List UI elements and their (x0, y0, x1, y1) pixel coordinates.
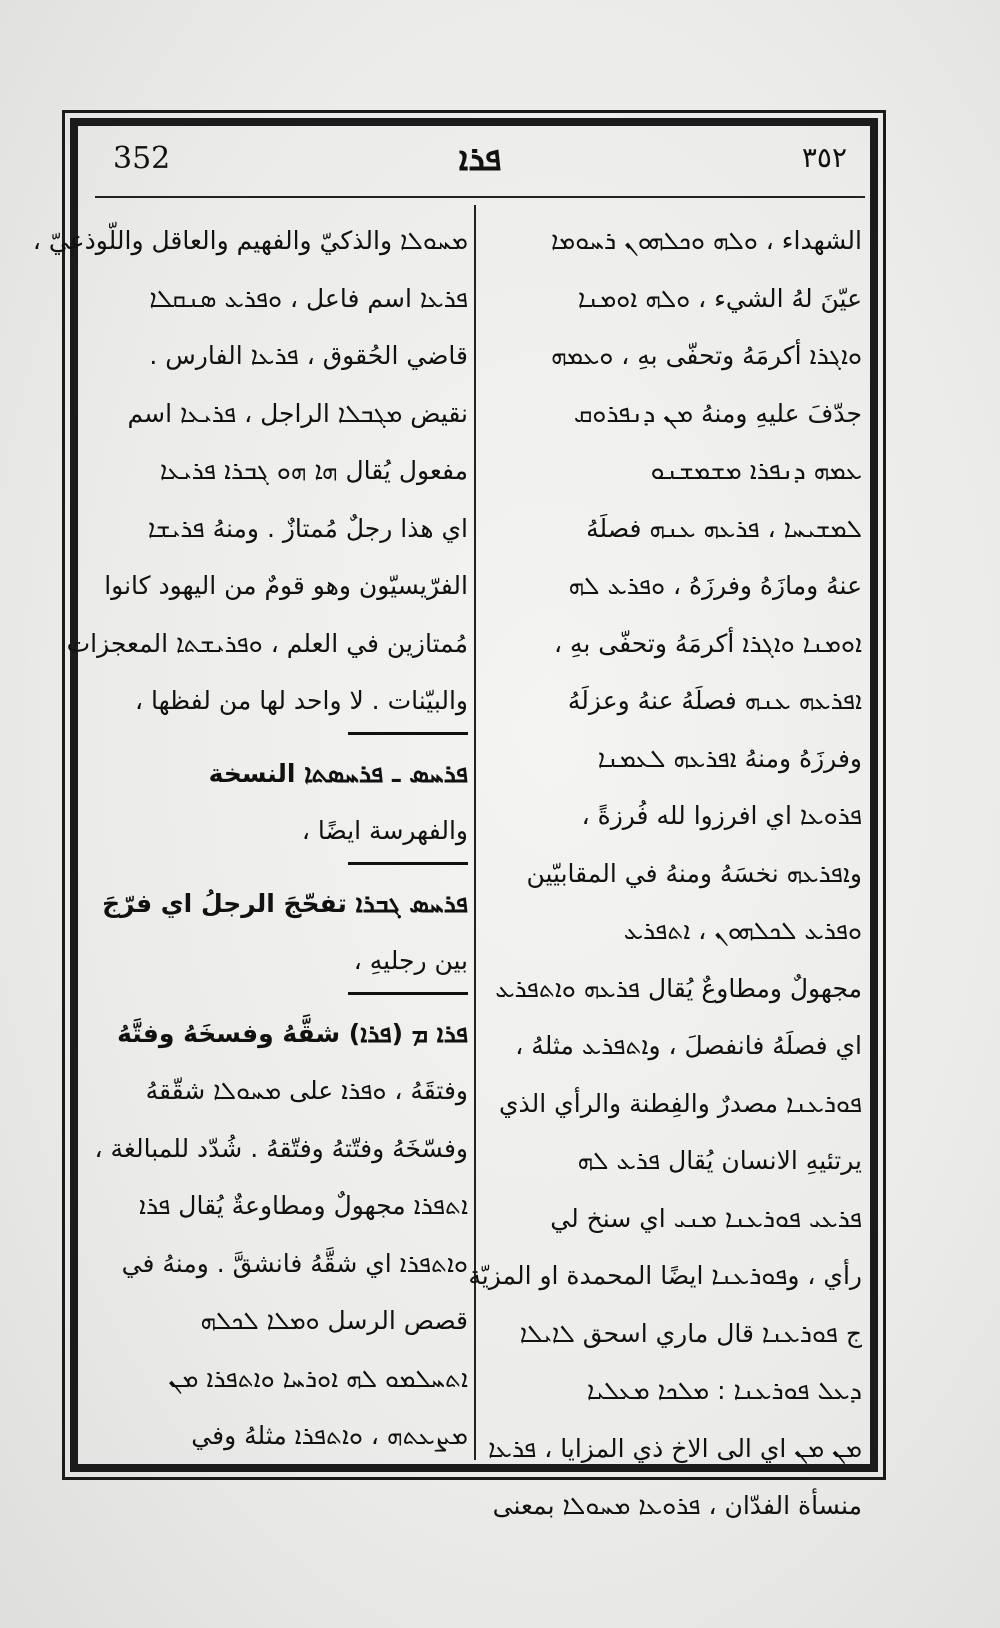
header-rule (95, 196, 865, 198)
text-line: ܡܢ ܡܢ اي الى الاخ ذي المزايا ، ܦܪܥܐ (488, 1433, 862, 1463)
entry-headword-line: ܦܪܐ ܡ (ܦܪܐ) شقَّهُ وفسخَهُ وفتَّهُ (117, 1018, 468, 1048)
text-line: والبيّنات . لا واحد لها من لفظها ، (134, 686, 468, 715)
page-header (95, 135, 865, 191)
text-line: عنهُ ومازَهُ وفرزَهُ ، ܘܦܪܥ ܠܗ (568, 571, 862, 600)
entry-divider (348, 732, 468, 735)
text-line: ܦܪܘܥܐ اي افرزوا لله فُرزةً ، (581, 801, 862, 830)
text-line: الشهداء ، ܘܠܗ ܘܟܠܗܘܢ ܪܚܘܡܐ (551, 226, 862, 255)
text-line: مفعول يُقال ܗܐ ܗܘ ܓܒܪܐ ܦܪܝܥܐ (159, 456, 468, 485)
text-line: ܡܚܘܠܐ والذكيّ والفهيم والعاقل واللّوذعيّ ، (32, 226, 468, 255)
text-line: ܐܦܪܥܗ ܥܢܗ فصلَهُ عنهُ وعزلَهُ (567, 686, 862, 715)
right-column (468, 212, 862, 1535)
text-line: ܦܘܪܥܢܐ مصدرٌ والفِطنة والرأي الذي (498, 1088, 862, 1118)
text-line: ܘܐܓܪܐ أكرمَهُ وتحفّى بهِ ، ܘܥܡܗ (550, 341, 862, 370)
text-line: نقيض ܡܓܒܠܐ الراجل ، ܦܪܝܥܐ اسم (127, 398, 468, 428)
text-line: ܐܬܚܠܡܘ ܠܗ ܐܘܪܚܐ ܘܐܬܦܪܐ ܡܢ (168, 1363, 468, 1393)
text-line: الفرّيسيّون وهو قومٌ من اليهود كانوا (104, 571, 468, 600)
text-line: اي فصلَهُ فانفصلَ ، وܐܬܦܪܥ مثلهُ ، (515, 1031, 862, 1060)
text-line: وܐܦܪܥܗ نخسَهُ ومنهُ في المقابيّين (526, 858, 862, 888)
text-line: اي هذا رجلٌ مُمتازٌ . ومنهُ ܦܪܝܫܐ (147, 513, 468, 543)
text-line: ܥܡܗ ܕܢܦܪܐ ܡܫܡܫܢܘ (650, 456, 862, 485)
text-line: رأي ، وܦܘܪܥܢܐ ايضًا المحمدة او المزيّة (468, 1261, 862, 1290)
text-line: قاضي الحُقوق ، ܦܪܥܐ الفارس . (149, 341, 468, 370)
text-line: ܡܨܥܬܗ ، ܘܐܬܦܪܐ مثلهُ وفي (191, 1421, 468, 1450)
text-line: وفرزَهُ ومنهُ ܐܦܪܥܗ ܠܥܡܢܐ (597, 743, 862, 773)
page-number-arabic: ٣٥٢ (801, 141, 847, 174)
text-line: وفسّخَهُ وفتّتهُ وفتّقهُ . شُدّد للمبالغة ، (94, 1133, 468, 1163)
text-line: ܐܬܦܪܐ مجهولٌ ومطاوعةٌ يُقال ܦܪܐ (138, 1191, 468, 1220)
text-line: يرتئيهِ الانسان يُقال ܦܪܥ ܠܗ (577, 1146, 862, 1175)
page-number-latin: 352 (113, 141, 171, 176)
text-line: ܘܐܬܦܪܐ اي شقَّهُ فانشقَّ . ومنهُ في (121, 1248, 468, 1278)
text-line: ܦܪܥܐ اسم فاعل ، ܘܦܪܥ ܣܢܩܠܐ (149, 283, 468, 313)
text-line: ܦܪܥܝ ܦܘܪܥܢܐ ܡܢܝ اي سنخ لي (550, 1203, 862, 1233)
text-line: وفتقَهُ ، ܘܦܪܐ على ܡܚܘܠܐ شقّقهُ (145, 1076, 468, 1105)
entry-divider (348, 992, 468, 995)
text-line: ܐܘܡܢܐ ܘܐܓܪܐ أكرمَهُ وتحفّى بهِ ، (553, 628, 862, 658)
text-line: بين رجليهِ ، (353, 946, 468, 975)
entry-headword-line: ܦܪܚܣ ـ ܦܪܚܣܬܐ النسخة (208, 758, 468, 788)
text-line: عيّنَ لهُ الشيء ، ܘܠܗ ܐܘܡܢܐ (577, 283, 862, 313)
text-line: قصص الرسل ܘܡܠܐ ܠܟܠܗ (200, 1306, 468, 1335)
text-line: منسأة الفدّان ، ܦܪܘܥܐ ܡܚܘܠܐ بمعنى (492, 1491, 862, 1520)
text-line: مُمتازين في العلم ، ܘܦܪܝܫܬܐ المعجزات (66, 628, 468, 658)
text-line: جدّفَ عليهِ ومنهُ ܡܢ ܕܢܦܪܘܩ (573, 398, 862, 428)
text-line: ج ܦܘܪܥܢܐ قال ماري اسحق ܠܐܝܠܐ (519, 1318, 862, 1348)
entry-divider (348, 862, 468, 865)
text-line: ܘܦܪܥ ܠܟܠܗܘܢ ، ܐܬܦܪܥ (623, 916, 862, 945)
running-title: ܦܪܐ (458, 139, 502, 179)
text-line: ܕܥܠ ܦܘܪܥܢܐ : ܡܠܟܐ ܡܥܠܝܐ (586, 1376, 862, 1405)
entry-headword-line: ܦܪܚܣ ܓܒܪܐ تفحّجَ الرجلُ اي فرّجَ (102, 888, 468, 918)
text-line: ܠܡܫܝܚܐ ، ܦܪܥܗ ܥܢܗ فصلَهُ (586, 513, 862, 543)
text-line: والفهرسة ايضًا ، (301, 816, 468, 845)
text-line: مجهولٌ ومطاوعٌ يُقال ܦܪܥܗ ܘܐܬܦܪܥ (495, 973, 862, 1003)
left-column (32, 212, 468, 1465)
